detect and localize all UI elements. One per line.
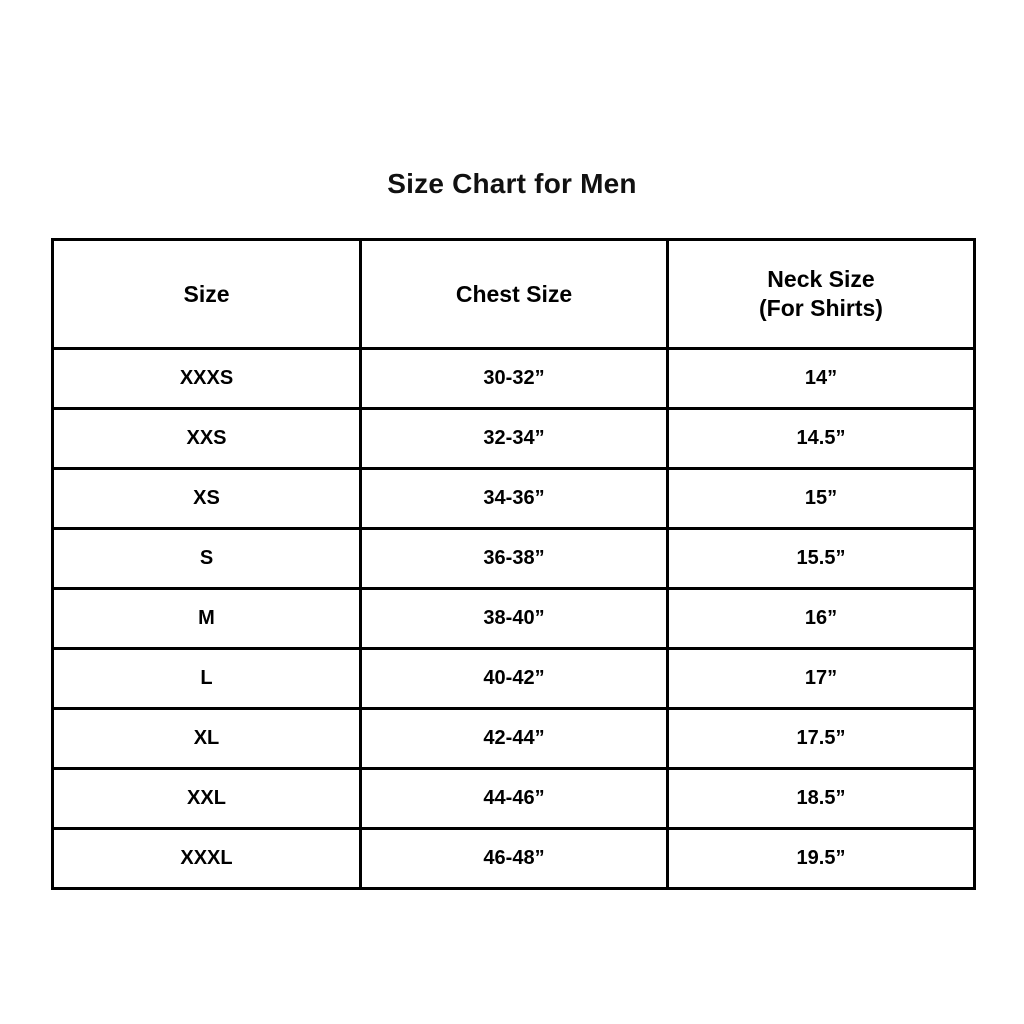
column-header-size-label: Size xyxy=(183,280,230,307)
cell-chest: 38-40” xyxy=(361,589,668,649)
table-row xyxy=(53,469,975,529)
cell-neck: 19.5” xyxy=(668,829,975,889)
table-row xyxy=(53,529,975,589)
table-header xyxy=(53,240,975,349)
cell-neck: 16” xyxy=(668,589,975,649)
cell-chest: 42-44” xyxy=(361,709,668,769)
cell-neck: 15.5” xyxy=(668,529,975,589)
table-row xyxy=(53,589,975,649)
cell-size: S xyxy=(53,529,361,589)
size-chart-table-wrapper xyxy=(51,238,973,890)
cell-size: XXXS xyxy=(53,349,361,409)
column-header-neck-size xyxy=(668,240,975,349)
cell-chest: 32-34” xyxy=(361,409,668,469)
cell-neck: 14.5” xyxy=(668,409,975,469)
cell-chest: 46-48” xyxy=(361,829,668,889)
table-row xyxy=(53,709,975,769)
cell-size: XL xyxy=(53,709,361,769)
column-header-chest-size xyxy=(361,240,668,349)
cell-size: XXXL xyxy=(53,829,361,889)
table-row xyxy=(53,649,975,709)
table-row xyxy=(53,829,975,889)
column-header-chest-size-label: Chest Size xyxy=(455,280,573,307)
cell-size: XXL xyxy=(53,769,361,829)
cell-size: M xyxy=(53,589,361,649)
size-chart-table xyxy=(51,238,976,890)
column-header-neck-size-label: Neck Size xyxy=(767,266,875,293)
column-header-neck-size-sublabel: (For Shirts) xyxy=(759,295,883,321)
table-row xyxy=(53,349,975,409)
cell-size: XS xyxy=(53,469,361,529)
cell-neck: 14” xyxy=(668,349,975,409)
table-row xyxy=(53,769,975,829)
column-header-size xyxy=(53,240,361,349)
cell-neck: 17” xyxy=(668,649,975,709)
cell-neck: 18.5” xyxy=(668,769,975,829)
cell-size: XXS xyxy=(53,409,361,469)
cell-chest: 44-46” xyxy=(361,769,668,829)
cell-chest: 34-36” xyxy=(361,469,668,529)
table-row xyxy=(53,409,975,469)
table-body xyxy=(53,349,975,889)
cell-size: L xyxy=(53,649,361,709)
cell-chest: 40-42” xyxy=(361,649,668,709)
table-header-row xyxy=(53,240,975,349)
cell-neck: 15” xyxy=(668,469,975,529)
cell-chest: 36-38” xyxy=(361,529,668,589)
page-title: Size Chart for Men xyxy=(387,168,637,199)
cell-neck: 17.5” xyxy=(668,709,975,769)
cell-chest: 30-32” xyxy=(361,349,668,409)
